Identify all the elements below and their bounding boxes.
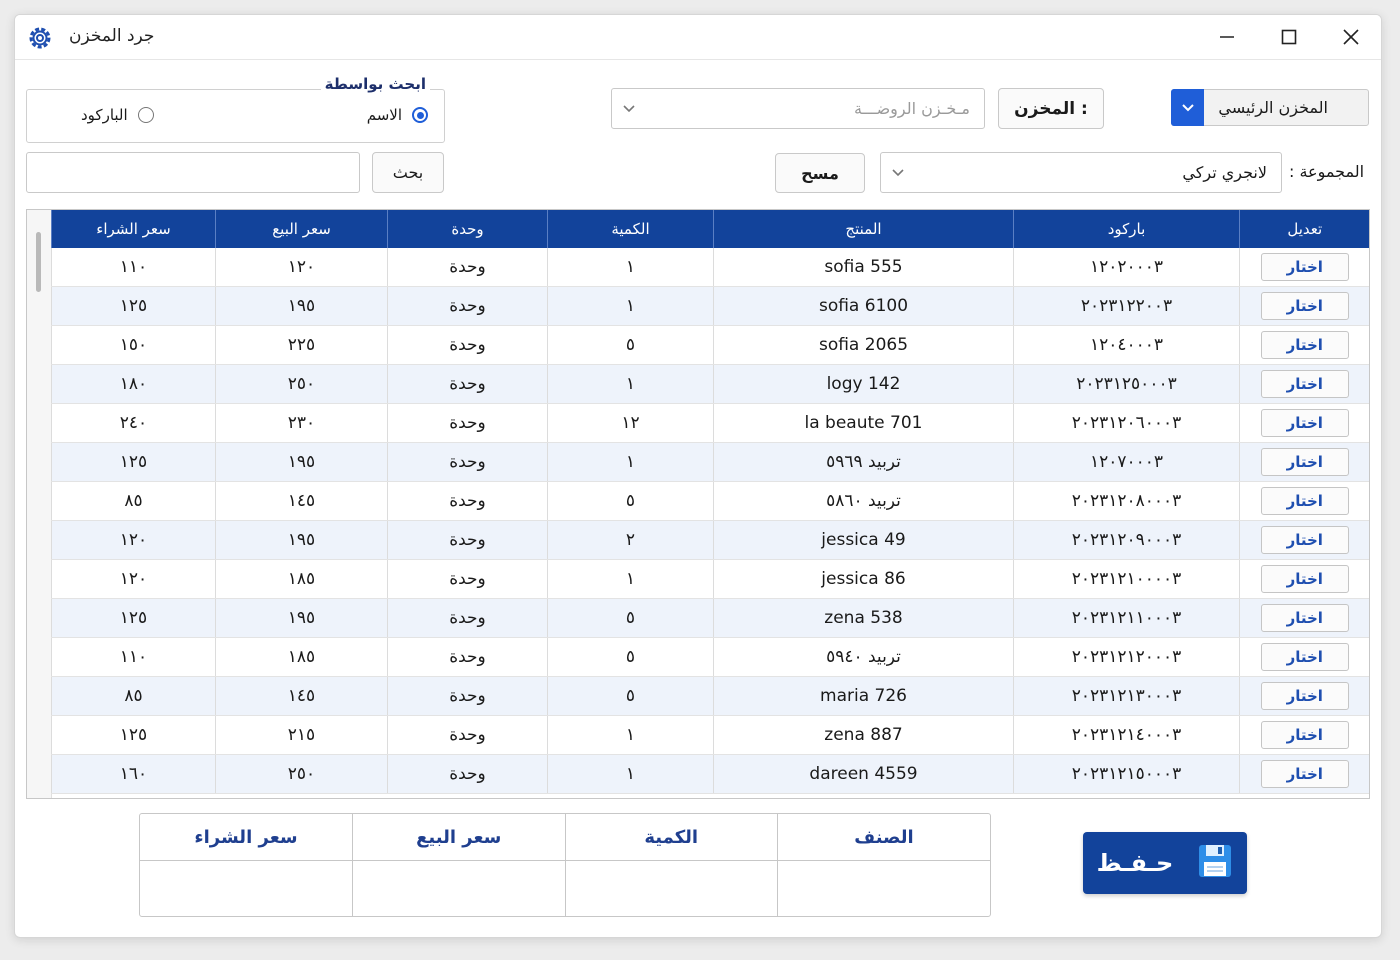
radio-barcode-label: الباركود [81,106,128,124]
cell-sell-price: ٢١٥ [216,716,388,755]
summary-value-row [140,861,990,917]
cell-quantity: ٥ [548,677,714,716]
branch-store-combo[interactable] [611,88,985,129]
summary-header-buy-price: سعر الشراء [140,814,353,861]
cell-quantity: ٥ [548,638,714,677]
cell-unit: وحدة [388,716,548,755]
cell-unit: وحدة [388,443,548,482]
cell-quantity: ١ [548,560,714,599]
pick-button[interactable]: اختار [1261,721,1349,749]
cell-barcode: ٢٠٢٣١٢٠٦٠٠٠٣ [1014,404,1240,443]
close-icon [1343,29,1359,45]
table-row[interactable] [52,482,1370,521]
pick-button[interactable]: اختار [1261,253,1349,281]
column-header-edit[interactable]: تعديل [1240,210,1370,248]
table-row[interactable] [52,716,1370,755]
cell-unit: وحدة [388,755,548,794]
title-bar [15,15,1381,60]
cell-product: zena 887 [714,716,1014,755]
cell-buy-price: ١٥٠ [52,326,216,365]
radio-barcode[interactable] [81,106,154,124]
cell-barcode: ٢٠٢٣١٢١٤٠٠٠٣ [1014,716,1240,755]
cell-edit [1240,326,1370,365]
cell-product: zena 538 [714,599,1014,638]
cell-product: تربيد ٥٨٦٠ [714,482,1014,521]
cell-product: jessica 86 [714,560,1014,599]
summary-cell-quantity [565,861,778,917]
table-row[interactable] [52,365,1370,404]
table-header-row [52,210,1370,248]
chevron-down-icon [1181,103,1195,113]
cell-edit [1240,560,1370,599]
table-row[interactable] [52,638,1370,677]
cell-sell-price: ٢٢٥ [216,326,388,365]
table-row[interactable] [52,326,1370,365]
table-row[interactable] [52,560,1370,599]
radio-name-label: الاسم [366,106,402,124]
cell-product: sofia 555 [714,248,1014,287]
cell-sell-price: ١٩٥ [216,287,388,326]
search-button[interactable]: بحث [372,152,444,193]
main-store-dropdown-button[interactable] [1171,89,1204,126]
table-row[interactable] [52,599,1370,638]
summary-header-item: الصنف [778,814,991,861]
minimize-icon [1219,29,1235,45]
column-header-buy-price[interactable]: سعر الشراء [52,210,216,248]
cell-barcode: ٢٠٢٣١٢١١٠٠٠٣ [1014,599,1240,638]
table-row[interactable] [52,287,1370,326]
cell-buy-price: ١٢٥ [52,443,216,482]
chevron-down-icon [622,89,636,128]
cell-quantity: ١ [548,248,714,287]
cell-quantity: ١ [548,365,714,404]
cell-sell-price: ٢٥٠ [216,755,388,794]
cell-sell-price: ٢٥٠ [216,365,388,404]
cell-edit [1240,365,1370,404]
cell-unit: وحدة [388,560,548,599]
cell-barcode: ٢٠٢٣١٢١٢٠٠٠٣ [1014,638,1240,677]
cell-unit: وحدة [388,404,548,443]
cell-buy-price: ١١٠ [52,638,216,677]
summary-cell-item [778,861,991,917]
cell-quantity: ١ [548,287,714,326]
summary-cell-buy-price [140,861,353,917]
cell-edit [1240,521,1370,560]
cell-buy-price: ١٢٥ [52,599,216,638]
cell-sell-price: ١٢٠ [216,248,388,287]
cell-product: jessica 49 [714,521,1014,560]
cell-unit: وحدة [388,599,548,638]
cell-edit [1240,287,1370,326]
cell-quantity: ١ [548,755,714,794]
cell-sell-price: ١٨٥ [216,638,388,677]
radio-name[interactable] [367,106,428,124]
search-by-title: ابحث بواسطة [321,75,430,93]
cell-barcode: ١٢٠٧٠٠٠٣ [1014,443,1240,482]
column-header-product[interactable]: المنتج [714,210,1014,248]
cell-edit [1240,443,1370,482]
scroll-thumb[interactable] [36,232,41,292]
pick-button[interactable]: اختار [1261,487,1349,515]
save-label: حـفـظ [1096,849,1174,877]
pick-button[interactable]: اختار [1261,526,1349,554]
chevron-down-icon [891,153,905,192]
search-input[interactable] [26,152,360,193]
cell-buy-price: ١٢٠ [52,560,216,599]
radio-name-circle[interactable] [412,107,428,123]
cell-barcode: ٢٠٢٣١٢٠٩٠٠٠٣ [1014,521,1240,560]
cell-quantity: ٥ [548,482,714,521]
cell-barcode: ١٢٠٢٠٠٠٣ [1014,248,1240,287]
cell-barcode: ٢٠٢٣١٢٢٠٠٣ [1014,287,1240,326]
vertical-scrollbar[interactable] [27,210,52,798]
minimize-button[interactable] [1207,21,1247,53]
pick-button[interactable]: اختار [1261,331,1349,359]
cell-product: sofia 6100 [714,287,1014,326]
pick-button[interactable]: اختار [1261,682,1349,710]
cell-unit: وحدة [388,365,548,404]
pick-button[interactable]: اختار [1261,292,1349,320]
branch-store-value: مـخـزن الروضـــة [853,99,970,118]
column-header-sell-price[interactable]: سعر البيع [216,210,388,248]
main-store-combo[interactable] [1171,89,1369,126]
radio-barcode-circle[interactable] [138,107,154,123]
summary-header-row [140,814,990,861]
cell-buy-price: ١٢٠ [52,521,216,560]
cell-product: تربيد ٥٩٦٩ [714,443,1014,482]
cell-unit: وحدة [388,677,548,716]
inventory-table [51,210,1370,794]
table-row[interactable] [52,521,1370,560]
floppy-disk-icon [1197,843,1233,883]
cell-product: sofia 2065 [714,326,1014,365]
summary-header-sell-price: سعر البيع [353,814,566,861]
close-button[interactable] [1331,21,1371,53]
search-by-group [26,75,445,143]
summary-cell-sell-price [353,861,566,917]
column-header-unit[interactable]: وحدة [388,210,548,248]
pick-button[interactable]: اختار [1261,643,1349,671]
save-button[interactable] [1083,832,1247,894]
table-row[interactable] [52,755,1370,794]
cell-product: la beaute 701 [714,404,1014,443]
cell-product: dareen 4559 [714,755,1014,794]
pick-button[interactable]: اختار [1261,370,1349,398]
cell-edit [1240,599,1370,638]
table-row[interactable] [52,443,1370,482]
cell-product: تربيد ٥٩٤٠ [714,638,1014,677]
cell-sell-price: ١٤٥ [216,677,388,716]
cell-quantity: ١ [548,716,714,755]
cell-buy-price: ١٦٠ [52,755,216,794]
cell-quantity: ٢ [548,521,714,560]
cell-barcode: ٢٠٢٣١٢١٣٠٠٠٣ [1014,677,1240,716]
pick-button[interactable]: اختار [1261,604,1349,632]
cell-sell-price: ١٩٥ [216,443,388,482]
cell-quantity: ١٢ [548,404,714,443]
pick-button[interactable]: اختار [1261,565,1349,593]
pick-button[interactable]: اختار [1261,448,1349,476]
cell-edit [1240,716,1370,755]
cell-unit: وحدة [388,326,548,365]
cell-buy-price: ٢٤٠ [52,404,216,443]
table-row[interactable] [52,248,1370,287]
maximize-button[interactable] [1269,21,1309,53]
cell-product: logy 142 [714,365,1014,404]
cell-unit: وحدة [388,248,548,287]
summary-header-quantity: الكمية [565,814,778,861]
summary-panel [139,813,991,917]
group-combo[interactable] [880,152,1282,193]
cell-barcode: ١٢٠٤٠٠٠٣ [1014,326,1240,365]
cell-sell-price: ١٩٥ [216,599,388,638]
cell-buy-price: ١٢٥ [52,287,216,326]
cell-sell-price: ١٩٥ [216,521,388,560]
cell-unit: وحدة [388,482,548,521]
cell-buy-price: ١١٠ [52,248,216,287]
maximize-icon [1281,29,1297,45]
store-label: المخزن : [998,88,1104,129]
column-header-barcode[interactable]: باركود [1014,210,1240,248]
cell-product: maria 726 [714,677,1014,716]
cell-quantity: ٥ [548,326,714,365]
cell-buy-price: ١٨٠ [52,365,216,404]
cell-edit [1240,755,1370,794]
inventory-grid [26,209,1370,799]
cell-buy-price: ٨٥ [52,482,216,521]
table-row[interactable] [52,677,1370,716]
clear-button[interactable]: مسح [775,153,865,193]
cell-buy-price: ٨٥ [52,677,216,716]
cell-barcode: ٢٠٢٣١٢٠٨٠٠٠٣ [1014,482,1240,521]
table-row[interactable] [52,404,1370,443]
cell-edit [1240,677,1370,716]
cell-sell-price: ١٨٥ [216,560,388,599]
pick-button[interactable]: اختار [1261,409,1349,437]
cell-barcode: ٢٠٢٣١٢٥٠٠٠٣ [1014,365,1240,404]
cell-edit [1240,638,1370,677]
column-header-quantity[interactable]: الكمية [548,210,714,248]
group-value: لانجري تركي [1182,163,1267,182]
main-store-value: المخزن الرئيسي [1218,98,1328,117]
cell-sell-price: ١٤٥ [216,482,388,521]
cell-unit: وحدة [388,638,548,677]
cell-edit [1240,248,1370,287]
cell-unit: وحدة [388,521,548,560]
cell-quantity: ٥ [548,599,714,638]
window-title: جرد المخزن [69,26,155,46]
cell-edit [1240,482,1370,521]
gear-icon [27,25,53,51]
cell-barcode: ٢٠٢٣١٢١٠٠٠٠٣ [1014,560,1240,599]
cell-buy-price: ١٢٥ [52,716,216,755]
cell-barcode: ٢٠٢٣١٢١٥٠٠٠٣ [1014,755,1240,794]
cell-unit: وحدة [388,287,548,326]
inventory-window [14,14,1382,938]
cell-edit [1240,404,1370,443]
group-label: المجموعة : [1289,162,1365,181]
cell-sell-price: ٢٣٠ [216,404,388,443]
pick-button[interactable]: اختار [1261,760,1349,788]
summary-table [140,814,990,916]
cell-quantity: ١ [548,443,714,482]
